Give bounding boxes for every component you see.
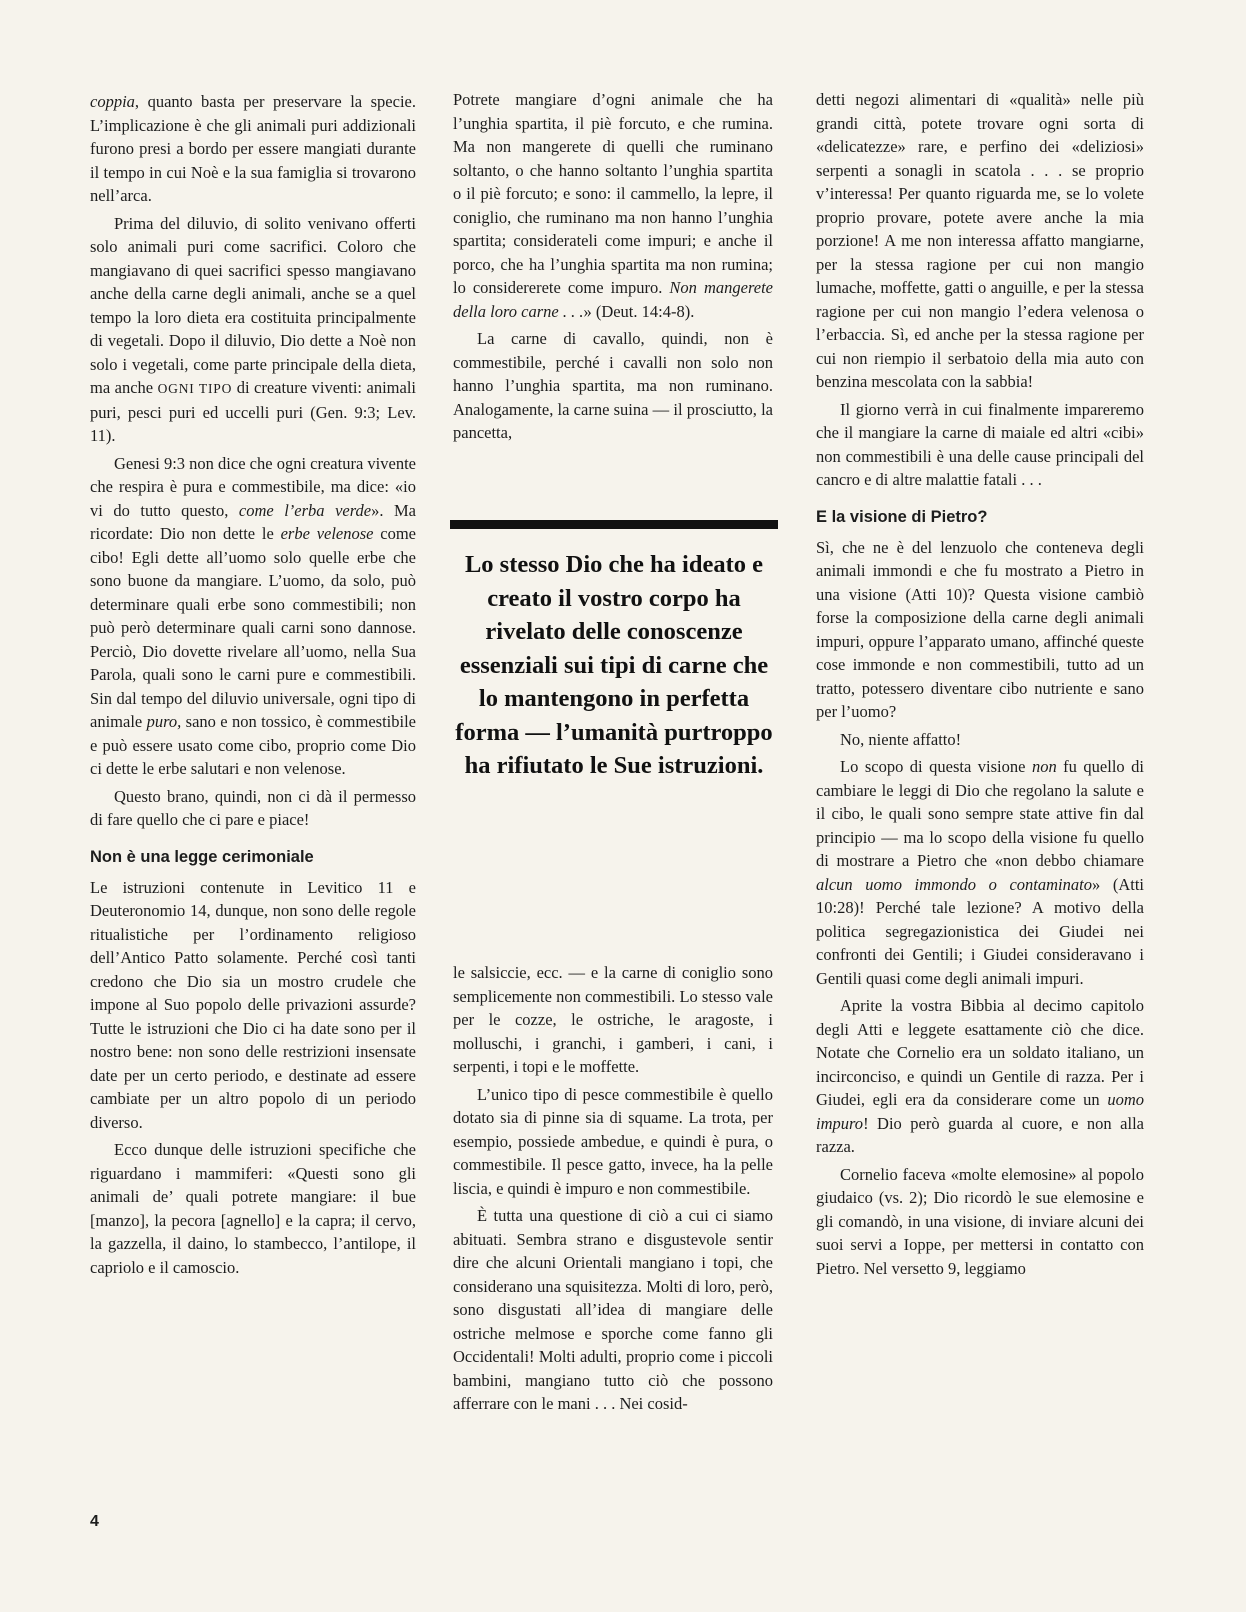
text: fu quello di cambiare le leggi di Dio che regolano la salute e il cibo, le quali sono sempre state attive fin dal principio — ma lo scopo della visione fu quello di mostrare a Pietro che «non debbo chiamare bbox=[816, 757, 1144, 870]
small-caps-text: OGNI TIPO bbox=[157, 381, 233, 396]
paragraph: Questo brano, quindi, non ci dà il permesso di fare quello che ci pare e piace! bbox=[90, 786, 416, 829]
page-number: 4 bbox=[90, 1513, 99, 1530]
text-column-right bbox=[816, 88, 1144, 1280]
emphasis: uomo impuro bbox=[816, 1090, 1144, 1133]
text: Lo scopo di questa visione bbox=[840, 757, 1032, 776]
paragraph: le salsiccie, ecc. — e la carne di coniglio sono semplicemente non commestibili. Lo stesso vale per le cozze, le ostriche, le aragoste, i molluschi, i granchi, i gamberi, i cani, i serpenti, i topi e le moffette. bbox=[453, 963, 773, 1076]
paragraph: Il giorno verrà in cui finalmente impareremo che il mangiare la carne di maiale ed altri «cibi» non commestibili è una delle cause principali del cancro e di altre malattie fatali . . . bbox=[816, 399, 1144, 489]
paragraph bbox=[90, 212, 416, 448]
paragraph: Sì, che ne è del lenzuolo che conteneva degli animali immondi e che fu mostrato a Pietro in una visione (Atti 10)? Questa visione cambiò forse la composizione della carne degli animali impuri, oppure l’apparato umano, affinché queste cose immonde e non commestibili, tutto ad un tratto, potessero diventare cibo nutriente e sano per l’uomo? bbox=[816, 537, 1144, 721]
text: Potrete mangiare d’ogni animale che ha l’unghia spartita, il piè forcuto, e che rumina. Ma non mangerete di quelli che ruminano soltanto, o che hanno soltanto l’unghia spartita o il piè forcuto; e sono: il cammello, la lepre, il coniglio, che ruminano ma non hanno l’unghia spartita; considerateli come impuri; e anche il porco, che ha l’unghia spartita ma non rumina; lo considererete come impuro. bbox=[453, 90, 773, 297]
text-column-left bbox=[90, 90, 416, 1279]
paragraph: detti negozi alimentari di «qualità» nelle più grandi città, potete trovare ogni sorta di «delicatezze» rare, e perfino dei «deliziosi» serpenti a sonagli in scatola . . . se proprio v’interessa! Per quanto riguarda me, se lo volete proprio provare, potete avere anche la mia porzione! A me non interessa affatto mangiarne, per la stessa ragione per cui non mangio lumache, moffette, gatti o anguille, e per la stessa ragione per cui non mangio l’edera velenosa o l’erbaccia. Sì, ed anche per la stessa ragione per cui non riempio il serbatoio della mia auto con benzina mescolata con la sabbia! bbox=[816, 90, 1144, 391]
emphasis: coppia bbox=[90, 92, 135, 111]
paragraph: La carne di cavallo, quindi, non è commestibile, perché i cavalli non solo non hanno l’unghia spartita, ma non ruminano. Analogamente, la carne suina — il prosciutto, la pancetta, bbox=[453, 329, 773, 442]
paragraph: Le istruzioni contenute in Levitico 11 e Deuteronomio 14, dunque, non sono delle regole ritualistiche per l’ordinamento religioso dell’Antico Patto solamente. Perché così tanti credono che Dio sia un mostro crudele che impone al Suo popolo delle privazioni assurde? Tutte le istruzioni che Dio ci ha date sono per il nostro bene: non sono delle restrizioni insensate date per un certo periodo, e destinate ad essere cambiate per un altro popolo di un periodo diverso. bbox=[90, 877, 416, 1132]
text: Genesi 9:3 non dice che ogni creatura vivente che respira è pura e commestibile, ma dice: «io vi do tutto questo, bbox=[90, 453, 416, 520]
pull-quote-rule bbox=[450, 520, 778, 529]
emphasis: Non mangerete della loro carne . . . bbox=[453, 278, 773, 321]
paragraph bbox=[816, 755, 1144, 990]
text: Prima del diluvio, di solito venivano offerti solo animali puri come sacrifici. Coloro che mangiavano di quei sacrifici spesso mangiavano anche della carne degli animali, anche se a quel tempo la loro dieta era costituita principalmente di vegetali. Dopo il diluvio, Dio dette a Noè non solo i vegetali, come parte principale della dieta, ma anche bbox=[90, 213, 416, 397]
text-column-middle-top bbox=[453, 88, 773, 445]
paragraph bbox=[90, 452, 416, 781]
emphasis: non bbox=[1031, 757, 1057, 776]
section-heading: E la visione di Pietro? bbox=[816, 507, 988, 526]
emphasis: puro, bbox=[146, 712, 182, 731]
paragraph bbox=[816, 994, 1144, 1159]
emphasis: come l’erba verde bbox=[238, 500, 372, 520]
text: » (Deut. 14:4-8). bbox=[583, 301, 695, 321]
paragraph bbox=[453, 88, 773, 323]
paragraph bbox=[90, 90, 416, 208]
emphasis: erbe velenose bbox=[280, 524, 374, 543]
text: come cibo! Egli dette all’uomo solo quelle erbe che sono buone da mangiare. L’uomo, da solo, può determinare quali erbe sono commestibili; non può però determinare quali carni sono dannose. Perciò, Dio dovette rivelare all’uomo, nella Sua Parola, quali sono le carni pure e commestibili. Sin dal tempo del diluvio universale, ogni tipo di animale bbox=[90, 524, 417, 731]
text: ». Ma ricordate: Dio non dette le bbox=[90, 500, 417, 543]
emphasis: alcun uomo immondo o contaminato bbox=[816, 874, 1092, 894]
section-heading: Non è una legge cerimoniale bbox=[90, 847, 314, 866]
text-column-middle-bottom bbox=[453, 961, 773, 1416]
pull-quote: Lo stesso Dio che ha ideato e creato il vostro corpo ha rivelato delle conoscenze essenziali sui tipi di carne che lo mantengono in perfetta forma — l’umanità purtroppo ha rifiutato le Sue istruzioni. bbox=[455, 551, 773, 779]
paragraph: È tutta una questione di ciò a cui ci siamo abituati. Sembra strano e disgustevole sentir dire che alcuni Orientali mangiano i topi, che considerano una squisitezza. Molti di loro, però, sono disgustati all’idea di mangiare delle ostriche melmose e sporche come fanno gli Occidentali! Molti adulti, proprio come i piccoli bambini, mangiano tutto ciò che possono afferrare con le mani . . . Nei cosid- bbox=[453, 1206, 773, 1413]
text: ! Dio però guarda al cuore, e non alla razza. bbox=[816, 1113, 1144, 1156]
text: sano e non tossico, è commestibile e può essere usato come cibo, proprio come Dio ci dette le erbe salutari e non velenose. bbox=[90, 712, 416, 778]
text: di creature viventi: animali puri, pesci puri ed uccelli puri (Gen. 9:3; Lev. 11). bbox=[90, 378, 416, 445]
text: Aprite la vostra Bibbia al decimo capitolo degli Atti e leggete esattamente ciò che dice. Notate che Cornelio era un soldato italiano, un incirconciso, e quindi un Gentile di razza. Per i Giudei, egli era da considerare come un bbox=[816, 996, 1144, 1109]
text: » (Atti 10:28)! Perché tale lezione? A motivo della politica segregazionistica dei Giudei nei confronti dei Gentili; i Giudei consideravano i Gentili quasi come degli animali impuri. bbox=[816, 874, 1145, 988]
paragraph: No, niente affatto! bbox=[840, 729, 962, 749]
paragraph: Ecco dunque delle istruzioni specifiche che riguardano i mammiferi: «Questi sono gli animali de’ quali potrete mangiare: il bue [manzo], la pecora [agnello] e la capra; il cervo, la gazzella, il daino, lo stambecco, l’antilope, il capriolo e il camoscio. bbox=[90, 1140, 416, 1277]
paragraph: Cornelio faceva «molte elemosine» al popolo giudaico (vs. 2); Dio ricordò le sue elemosine e gli comandò, in una visione, di inviare alcuni dei suoi servi a Ioppe, per mettersi in contatto con Pietro. Nel versetto 9, leggiamo bbox=[816, 1164, 1144, 1278]
paragraph: L’unico tipo di pesce commestibile è quello dotato sia di pinne sia di squame. La trota, per esempio, possiede ambedue, e quindi è pura, o commestibile. Il pesce gatto, invece, ha la pelle liscia, e quindi è impuro e non commestibile. bbox=[453, 1084, 773, 1198]
text: , quanto basta per preservare la specie. L’implicazione è che gli animali puri addizionali furono presi a bordo per essere mangiati durante il tempo in cui Noè e la sua famiglia si trovarono nell’arca. bbox=[90, 92, 416, 205]
